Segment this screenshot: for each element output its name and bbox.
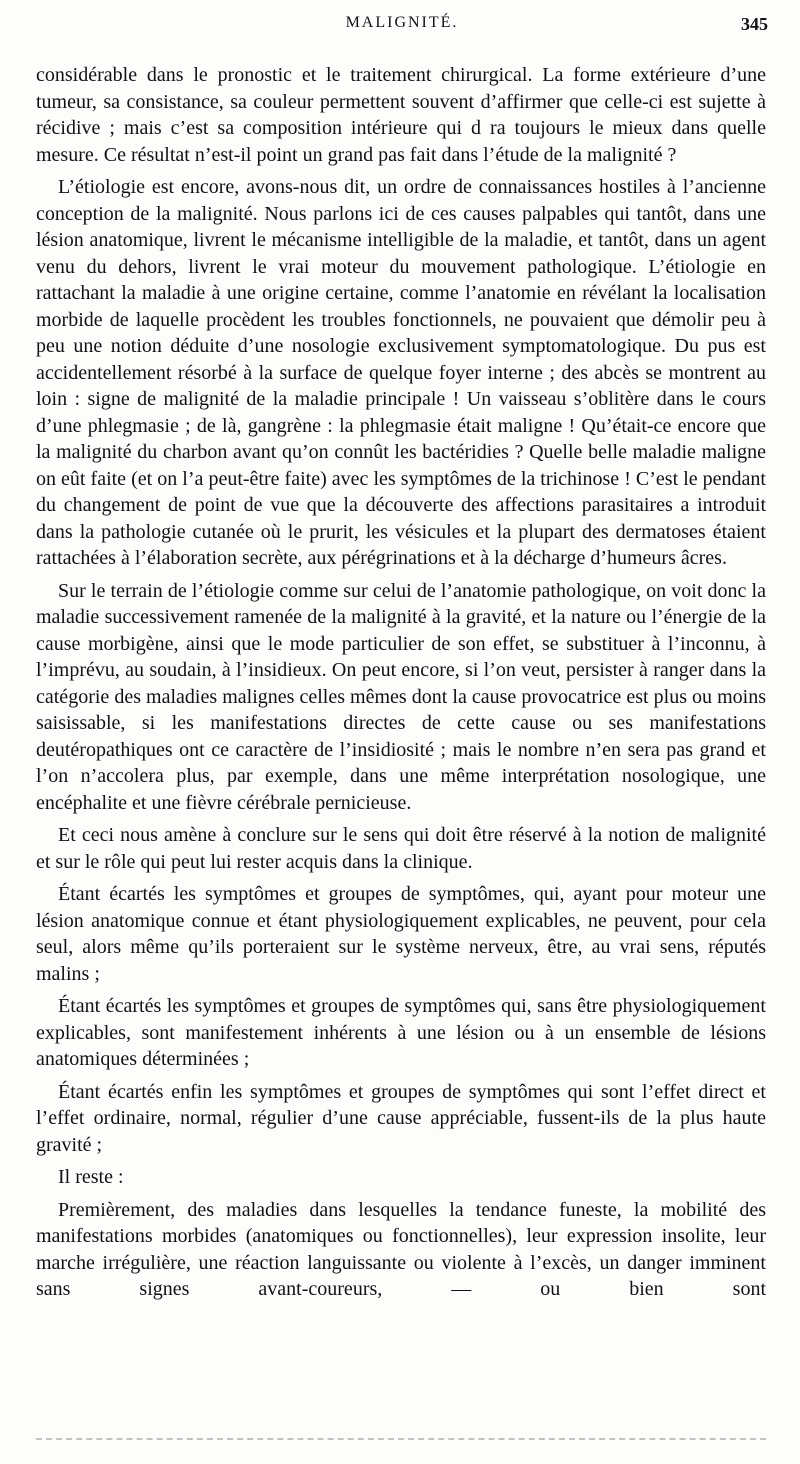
- footer-rule: [36, 1438, 766, 1440]
- paragraph: Il reste :: [58, 1166, 124, 1188]
- paragraph: Étant écartés les symptômes et groupes de symptômes, qui, ayant pour moteur une lésion anatomique connue et étant physiologiquement explicables, ne peuvent, pour cela seul, alors même qu’ils porteraient sur le système nerveux, être, au vrai sens, réputés malins ;: [36, 883, 766, 985]
- page-number: 345: [741, 14, 768, 34]
- paragraph: considérable dans le pronostic et le traitement chirurgical. La forme extérieure d’une tumeur, sa consistance, sa couleur permettent souvent d’affirmer que celle-ci est sujette à récidive ; mais c’est sa composition intérieure qui d ra toujours le mieux dans quelle mesure. Ce résultat n’est-il point un grand pas fait dans l’étude de la malignité ?: [36, 64, 766, 166]
- paragraph: Étant écartés les symptômes et groupes de symptômes qui, sans être physiologiquement explicables, sont manifestement inhérents à une lésion ou à un ensemble de lésions anatomiques déterminées ;: [36, 995, 766, 1070]
- text-body: [36, 62, 766, 1309]
- paragraph: Étant écartés enfin les symptômes et groupes de symptômes qui sont l’effet direct et l’effet ordinaire, normal, régulier d’une cause appréciable, fussent-ils de la plus haute gravité ;: [36, 1080, 766, 1156]
- running-head: [36, 14, 768, 44]
- paragraph: L’étiologie est encore, avons-nous dit, un ordre de connaissances hostiles à l’ancienne conception de la malignité. Nous parlons ici de ces causes palpables qui tantôt, dans une lésion anatomique, livrent le mécanisme intelligible de la maladie, et tantôt, dans un agent venu du dehors, livrent le vrai moteur du mouvement pathologique. L’étiologie en rattachant la maladie à une origine certaine, comme l’anatomie en révélant la localisation morbide de laquelle procèdent les troubles fonctionnels, ne pouvaient que démolir peu à peu une notion déduite d’une nosologie exclusivement symptomatologique. Du pus est accidentellement résorbé à la surface de quelque foyer interne ; des abcès se montrent au loin : signe de malignité de la maladie principale ! Un vaisseau s’oblitère dans le cours d’une phlegmasie ; de là, gangrène : la phlegmasie était maligne ! Qu’était-ce encore que la malignité du charbon avant qu’on connût les bactéridies ? Quelle belle maladie maligne on eût faite (et on l’a peut-être faite) avec les symptômes de la trichinose ! C’est le pendant du changement de point de vue que la découverte des affections parasitaires a introduit dans la pathologie cutanée où le prurit, les vésicules et la plupart des dermatoses étaient rattachées à l’élaboration secrète, aux pérégrinations et à la décharge d’humeurs âcres.: [36, 176, 766, 569]
- running-title: MALIGNITÉ.: [345, 14, 459, 31]
- paragraph: Et ceci nous amène à conclure sur le sens qui doit être réservé à la notion de malignité et sur le rôle qui peut lui rester acquis dans la clinique.: [36, 824, 766, 873]
- paragraph: Premièrement, des maladies dans lesquelles la tendance funeste, la mobilité des manifestations morbides (anatomiques ou fonctionnelles), leur expression insolite, leur marche irrégulière, une réaction languissante ou violente à l’excès, un danger imminent sans signes avant-coureurs, — ou bien sont: [36, 1198, 766, 1300]
- paragraph: Sur le terrain de l’étiologie comme sur celui de l’anatomie pathologique, on voit donc la maladie successivement ramenée de la malignité à la gravité, et la nature ou l’énergie de la cause morbigène, ainsi que le mode particulier de son effet, se substituer à l’inconnu, à l’imprévu, au soudain, à l’insidieux. On peut encore, si l’on veut, persister à ranger dans la catégorie des maladies malignes celles mêmes dont la cause provocatrice est plus ou moins saisissable, si les manifestations directes de cette cause ou ses manifestations deutéropathiques ont ce caractère de l’insidiosité ; mais le nombre n’en sera pas grand et l’on n’accolera plus, par exemple, dans une même interprétation nosologique, une encéphalite et une fièvre cérébrale pernicieuse.: [36, 579, 766, 814]
